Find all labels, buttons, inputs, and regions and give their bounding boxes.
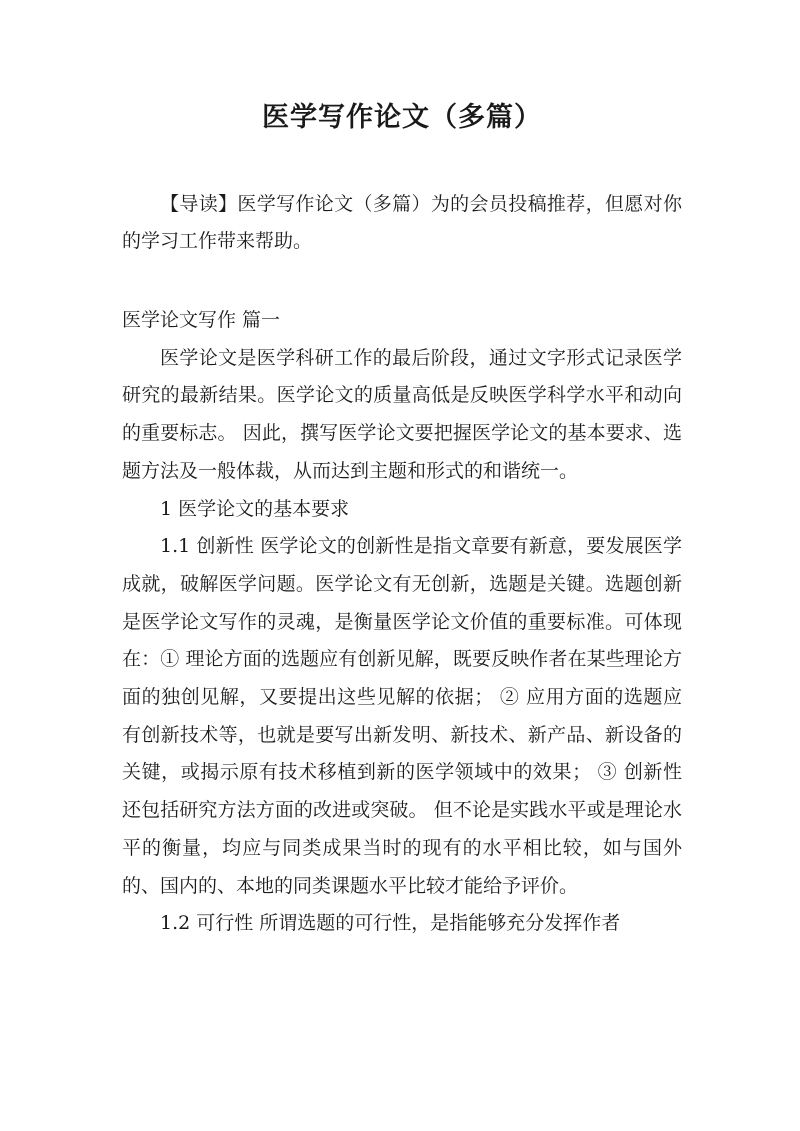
section-heading: 医学论文写作 篇一 (122, 309, 281, 331)
document-title: 医学写作论文（多篇） (262, 102, 542, 133)
intro-paragraph: 【导读】医学写作论文（多篇）为的会员投稿推荐，但愿对你的学习工作带来帮助。 (122, 193, 682, 252)
paragraph-overview: 医学论文是医学科研工作的最后阶段，通过文字形式记录医学研究的最新结果。医学论文的质量高低是反映医学科学水平和动向的重要标志。 因此，撰写医学论文要把握医学论文的基本要求、选题方法及一般体裁，从而达到主题和形式的和谐统一。 (122, 346, 682, 482)
document-body (122, 302, 682, 943)
subheading-basic-requirements: 1 医学论文的基本要求 (160, 497, 350, 520)
paragraph-feasibility: 1.2 可行性 所谓选题的可行性，是指能够充分发挥作者 (160, 912, 621, 935)
paragraph-innovation: 1.1 创新性 医学论文的创新性是指文章要有新意，要发展医学成就，破解医学问题。医学论文有无创新，选题是关键。选题创新是医学论文写作的灵魂，是衡量医学论文价值的重要标准。可体现在：① 理论方面的选题应有创新见解，既要反映作者在某些理论方面的独创见解，又要提出这些见解的依据； ② 应用方面的选题应有创新技术等，也就是要写出新发明、新技术、新产品、新设备的关键，或揭示原有技术移植到新的医学领域中的效果； ③ 创新性还包括研究方法方面的改进或突破。 但不论是实践水平或是理论水平的衡量，均应与同类成果当时的现有的水平相比较，如与国外的、国内的、本地的同类课题水平比较才能给予评价。 (122, 535, 682, 897)
